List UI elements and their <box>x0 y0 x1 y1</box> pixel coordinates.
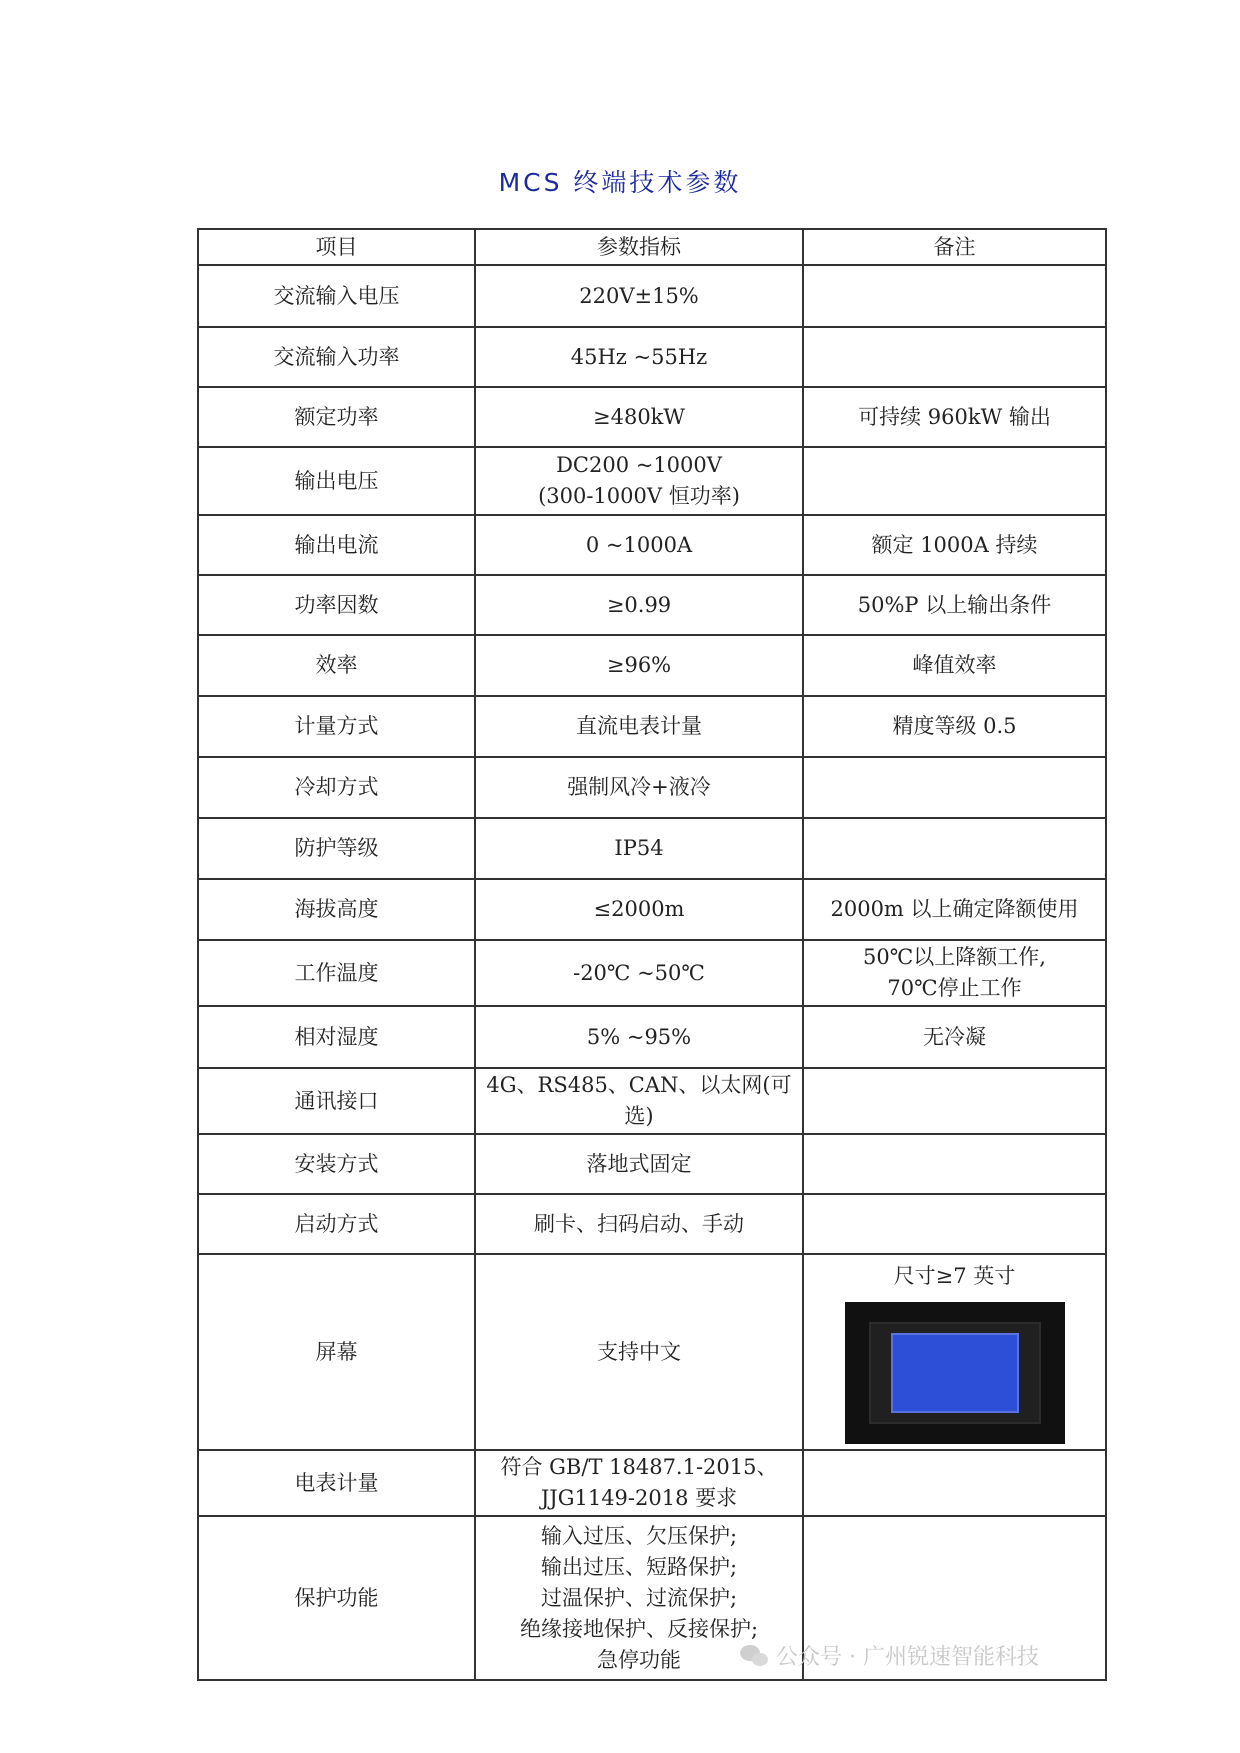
cell-item: 安装方式 <box>198 1134 475 1194</box>
cell-value: ≥96% <box>475 635 803 696</box>
cell-value: 220V±15% <box>475 265 803 327</box>
spec-table <box>197 228 1107 1681</box>
table-row <box>198 635 1106 696</box>
table-row <box>198 757 1106 818</box>
cell-value: 刷卡、扫码启动、手动 <box>475 1194 803 1254</box>
table-row <box>198 265 1106 327</box>
table-row <box>198 1068 1106 1134</box>
cell-note <box>803 327 1106 387</box>
table-row <box>198 575 1106 635</box>
header-item: 项目 <box>198 229 475 265</box>
cell-value: 4G、RS485、CAN、以太网(可 选) <box>475 1068 803 1134</box>
table-row <box>198 515 1106 575</box>
cell-value: 输入过压、欠压保护; 输出过压、短路保护; 过温保护、过流保护; 绝缘接地保护、反接保护; 急停功能 <box>475 1516 803 1680</box>
table-row <box>198 818 1106 879</box>
cell-note: 精度等级 0.5 <box>803 696 1106 757</box>
cell-item: 输出电流 <box>198 515 475 575</box>
cell-value: -20℃ ~50℃ <box>475 940 803 1006</box>
table-row <box>198 327 1106 387</box>
cell-value: 0 ~1000A <box>475 515 803 575</box>
table-row <box>198 940 1106 1006</box>
screen-size-note: 尺寸≥7 英寸 <box>893 1263 1016 1288</box>
screen-device-image <box>845 1302 1065 1444</box>
watermark <box>740 1640 1039 1671</box>
table-row <box>198 447 1106 515</box>
cell-note <box>803 757 1106 818</box>
cell-item: 交流输入功率 <box>198 327 475 387</box>
table-row <box>198 1006 1106 1068</box>
cell-note <box>803 1194 1106 1254</box>
cell-value: 落地式固定 <box>475 1134 803 1194</box>
cell-item: 计量方式 <box>198 696 475 757</box>
watermark-text: 公众号 · 广州锐速智能科技 <box>776 1645 1039 1670</box>
cell-note <box>803 265 1106 327</box>
page-title: MCS 终端技术参数 <box>498 168 742 197</box>
cell-value: DC200 ~1000V (300-1000V 恒功率) <box>475 447 803 515</box>
cell-item: 输出电压 <box>198 447 475 515</box>
cell-item: 防护等级 <box>198 818 475 879</box>
cell-item: 保护功能 <box>198 1516 475 1680</box>
table-row <box>198 387 1106 447</box>
cell-item: 电表计量 <box>198 1450 475 1516</box>
cell-value: 45Hz ~55Hz <box>475 327 803 387</box>
cell-value: ≥480kW <box>475 387 803 447</box>
cell-value: 支持中文 <box>475 1254 803 1450</box>
cell-item: 海拔高度 <box>198 879 475 940</box>
cell-value: 符合 GB/T 18487.1-2015、 JJG1149-2018 要求 <box>475 1450 803 1516</box>
cell-note: 无冷凝 <box>803 1006 1106 1068</box>
table-header-row <box>198 229 1106 265</box>
table-row <box>198 1254 1106 1450</box>
cell-item: 相对湿度 <box>198 1006 475 1068</box>
cell-value: 强制风冷+液冷 <box>475 757 803 818</box>
table-row <box>198 1134 1106 1194</box>
cell-note: 额定 1000A 持续 <box>803 515 1106 575</box>
cell-item: 屏幕 <box>198 1254 475 1450</box>
wechat-icon <box>740 1645 770 1667</box>
cell-value: 直流电表计量 <box>475 696 803 757</box>
cell-value: 5% ~95% <box>475 1006 803 1068</box>
screen-note-wrap <box>810 1261 1099 1444</box>
cell-item: 冷却方式 <box>198 757 475 818</box>
cell-value: ≥0.99 <box>475 575 803 635</box>
screen-display-panel <box>891 1333 1019 1413</box>
cell-item: 功率因数 <box>198 575 475 635</box>
cell-note: 可持续 960kW 输出 <box>803 387 1106 447</box>
cell-value: ≤2000m <box>475 879 803 940</box>
header-value: 参数指标 <box>475 229 803 265</box>
cell-note <box>803 447 1106 515</box>
cell-note <box>803 1254 1106 1450</box>
cell-note <box>803 1450 1106 1516</box>
cell-note <box>803 1134 1106 1194</box>
cell-item: 工作温度 <box>198 940 475 1006</box>
table-row <box>198 696 1106 757</box>
cell-note: 50℃以上降额工作, 70℃停止工作 <box>803 940 1106 1006</box>
cell-item: 通讯接口 <box>198 1068 475 1134</box>
table-row <box>198 1194 1106 1254</box>
cell-item: 启动方式 <box>198 1194 475 1254</box>
cell-note <box>803 1068 1106 1134</box>
cell-item: 效率 <box>198 635 475 696</box>
header-note: 备注 <box>803 229 1106 265</box>
cell-item: 交流输入电压 <box>198 265 475 327</box>
table-row <box>198 879 1106 940</box>
cell-note: 50%P 以上输出条件 <box>803 575 1106 635</box>
cell-note: 2000m 以上确定降额使用 <box>803 879 1106 940</box>
cell-note <box>803 818 1106 879</box>
cell-value: IP54 <box>475 818 803 879</box>
cell-item: 额定功率 <box>198 387 475 447</box>
cell-note: 峰值效率 <box>803 635 1106 696</box>
table-row <box>198 1450 1106 1516</box>
